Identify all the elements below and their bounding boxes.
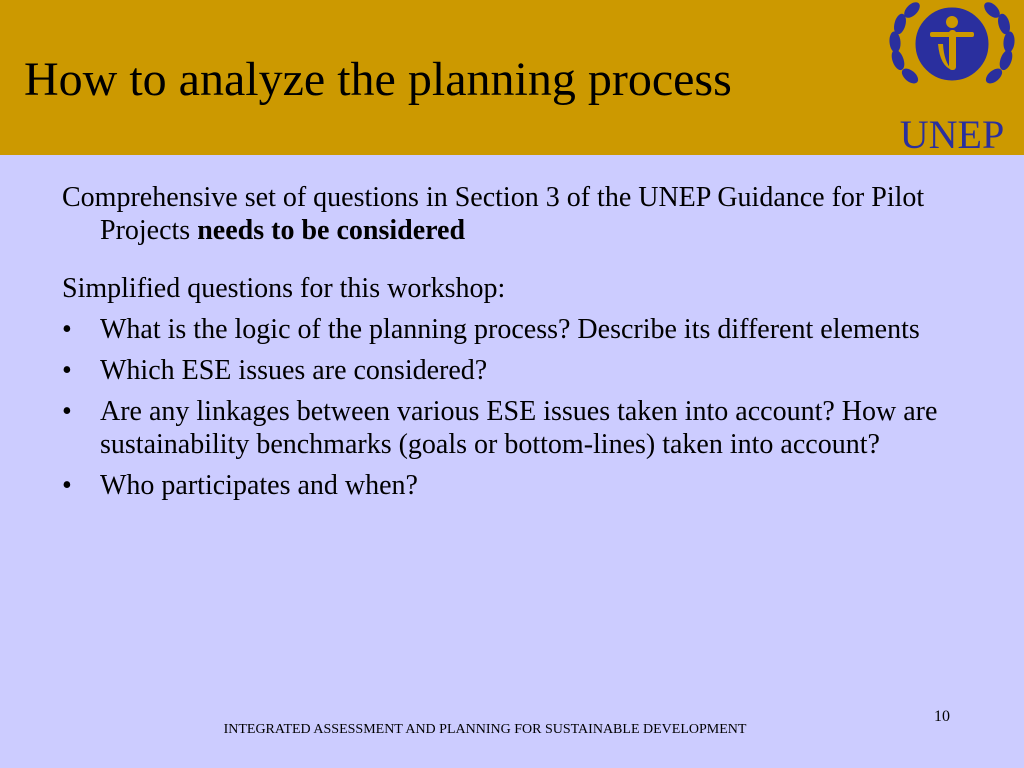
question-list <box>62 313 982 502</box>
unep-logo <box>880 0 1024 155</box>
unep-logo-text: UNEP <box>899 112 1005 155</box>
list-item-text: What is the logic of the planning process? Describe its different elements <box>100 314 920 345</box>
workshop-heading: Simplified questions for this workshop: <box>62 273 506 304</box>
list-item <box>62 469 982 502</box>
list-item-text: Are any linkages between various ESE issues taken into account? How are sustainability benchmarks (goals or bottom-lines) taken into account? <box>100 396 938 460</box>
list-item-text: Which ESE issues are considered? <box>100 355 488 386</box>
list-item-text: Who participates and when? <box>100 470 418 501</box>
page-number: 10 <box>934 708 950 725</box>
list-item <box>62 313 982 346</box>
list-item <box>62 395 982 461</box>
title-bar <box>0 0 1024 155</box>
intro-bold-text: needs to be considered <box>197 215 466 246</box>
list-item <box>62 354 982 387</box>
intro-text: Comprehensive set of questions in Section 3 of the UNEP Guidance for Pilot Projects <box>62 182 925 246</box>
bullet-icon: • <box>62 314 72 345</box>
intro-paragraph <box>62 181 982 247</box>
bullet-icon: • <box>62 470 72 501</box>
bullet-icon: • <box>62 396 72 427</box>
bullet-icon: • <box>62 355 72 386</box>
footer-text: INTEGRATED ASSESSMENT AND PLANNING FOR SUSTAINABLE DEVELOPMENT <box>223 722 747 737</box>
slide-body <box>62 181 982 502</box>
slide-title: How to analyze the planning process <box>24 53 732 106</box>
